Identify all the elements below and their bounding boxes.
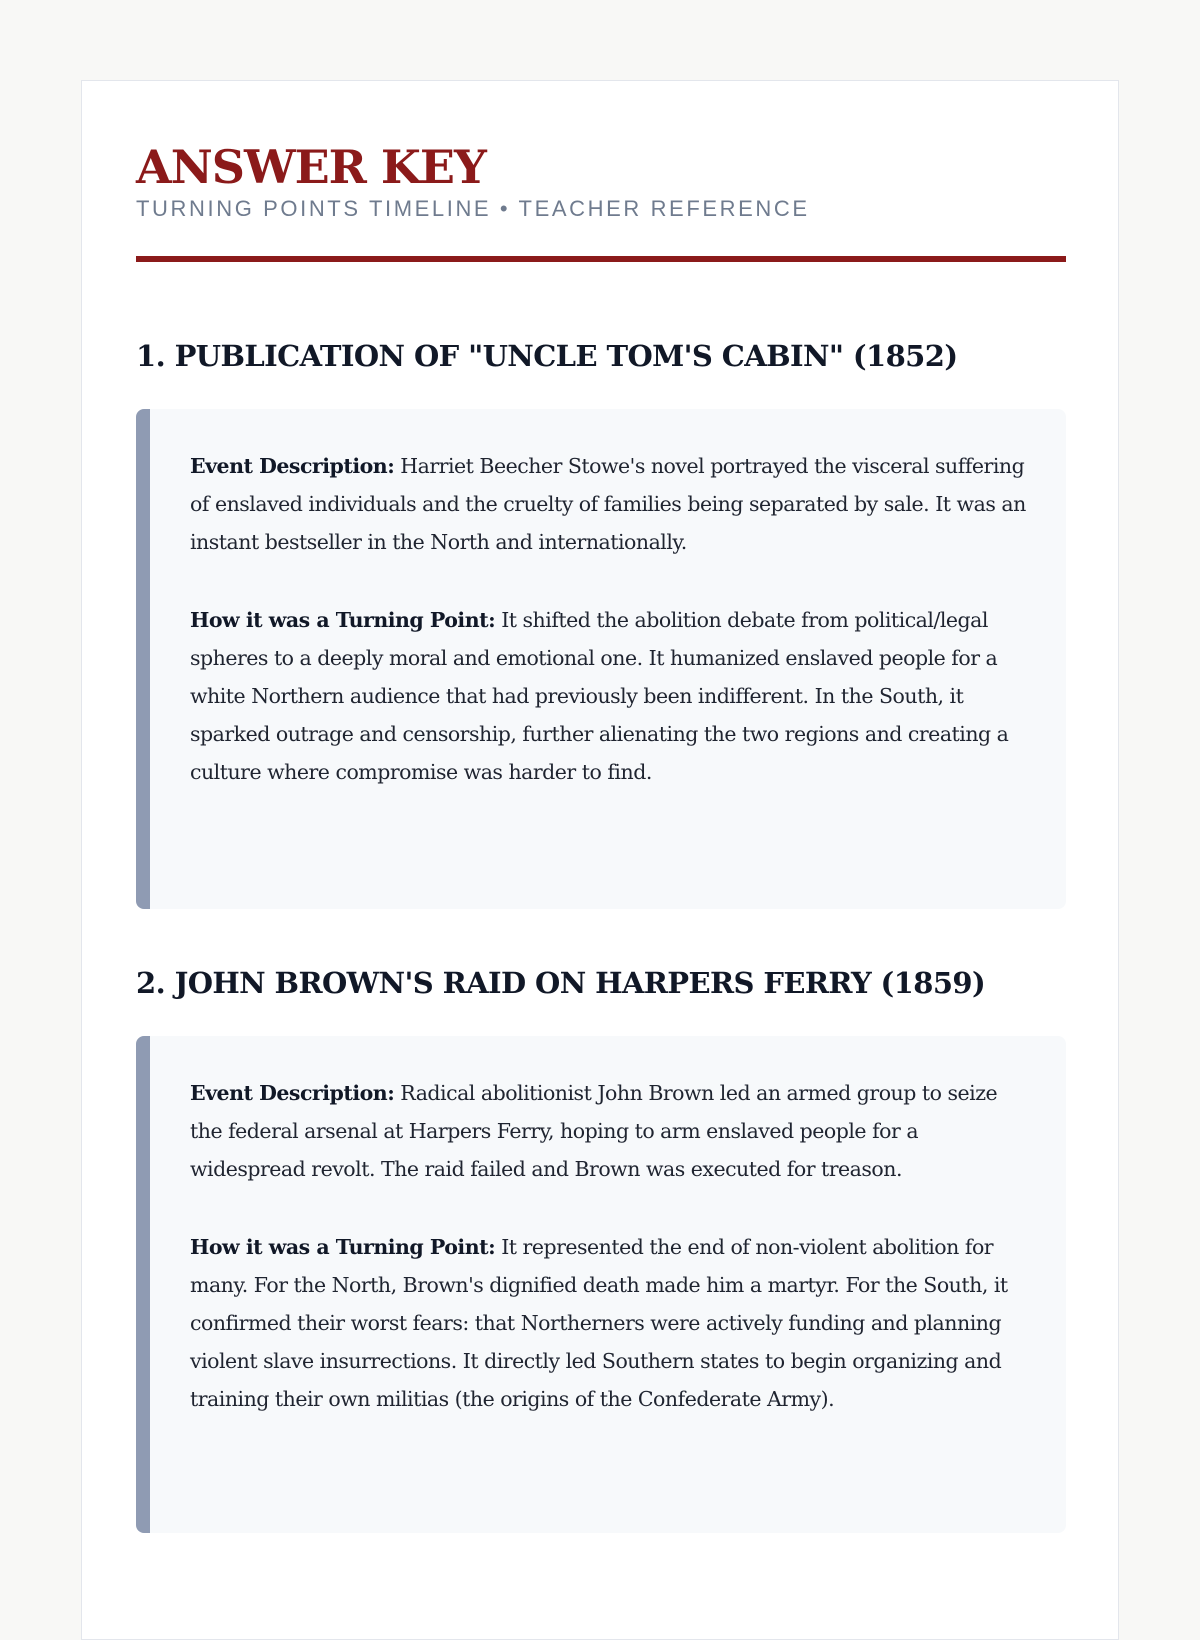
section-card-2 (136, 1036, 1066, 1533)
section-heading-2: 2. JOHN BROWN'S RAID ON HARPERS FERRY (1859) (136, 966, 986, 1000)
event-description-2 (190, 1074, 1026, 1188)
header (136, 139, 1066, 223)
turning-point-2 (190, 1228, 1026, 1418)
section-card-1 (136, 409, 1066, 909)
turning-point-label: How it was a Turning Point: (190, 1235, 496, 1259)
answer-key-sheet (81, 80, 1119, 1640)
turning-point-text: It shifted the abolition debate from political/legal spheres to a deeply moral and emotional one. It humanized enslaved people for a white Northern audience that had previously been indifferent. In the South, it sparked outrage and censorship, further alienating the two regions and creating a culture where compromise was harder to find. (190, 608, 1009, 784)
event-description-text: Radical abolitionist John Brown led an armed group to seize the federal arsenal at Harpers Ferry, hoping to arm enslaved people for a widespread revolt. The raid failed and Brown was executed for treason. (190, 1081, 998, 1181)
event-description-label: Event Description: (190, 1081, 395, 1105)
event-description-1 (190, 447, 1026, 561)
header-divider (136, 256, 1066, 262)
page-subtitle: TURNING POINTS TIMELINE • TEACHER REFERENCE (136, 196, 810, 221)
section-heading-1: 1. PUBLICATION OF "UNCLE TOM'S CABIN" (1852) (136, 339, 958, 373)
event-description-label: Event Description: (190, 454, 395, 478)
turning-point-label: How it was a Turning Point: (190, 608, 496, 632)
page-title: ANSWER KEY (136, 140, 486, 194)
turning-point-text: It represented the end of non-violent abolition for many. For the North, Brown's dignified death made him a martyr. For the South, it confirmed their worst fears: that Northerners were actively funding and planning violent slave insurrections. It directly led Southern states to begin organizing and training their own militias (the origins of the Confederate Army). (190, 1235, 1008, 1411)
event-description-text: Harriet Beecher Stowe's novel portrayed the visceral suffering of enslaved individuals and the cruelty of families being separated by sale. It was an instant bestseller in the North and internationally. (190, 454, 1026, 554)
turning-point-1 (190, 601, 1026, 791)
